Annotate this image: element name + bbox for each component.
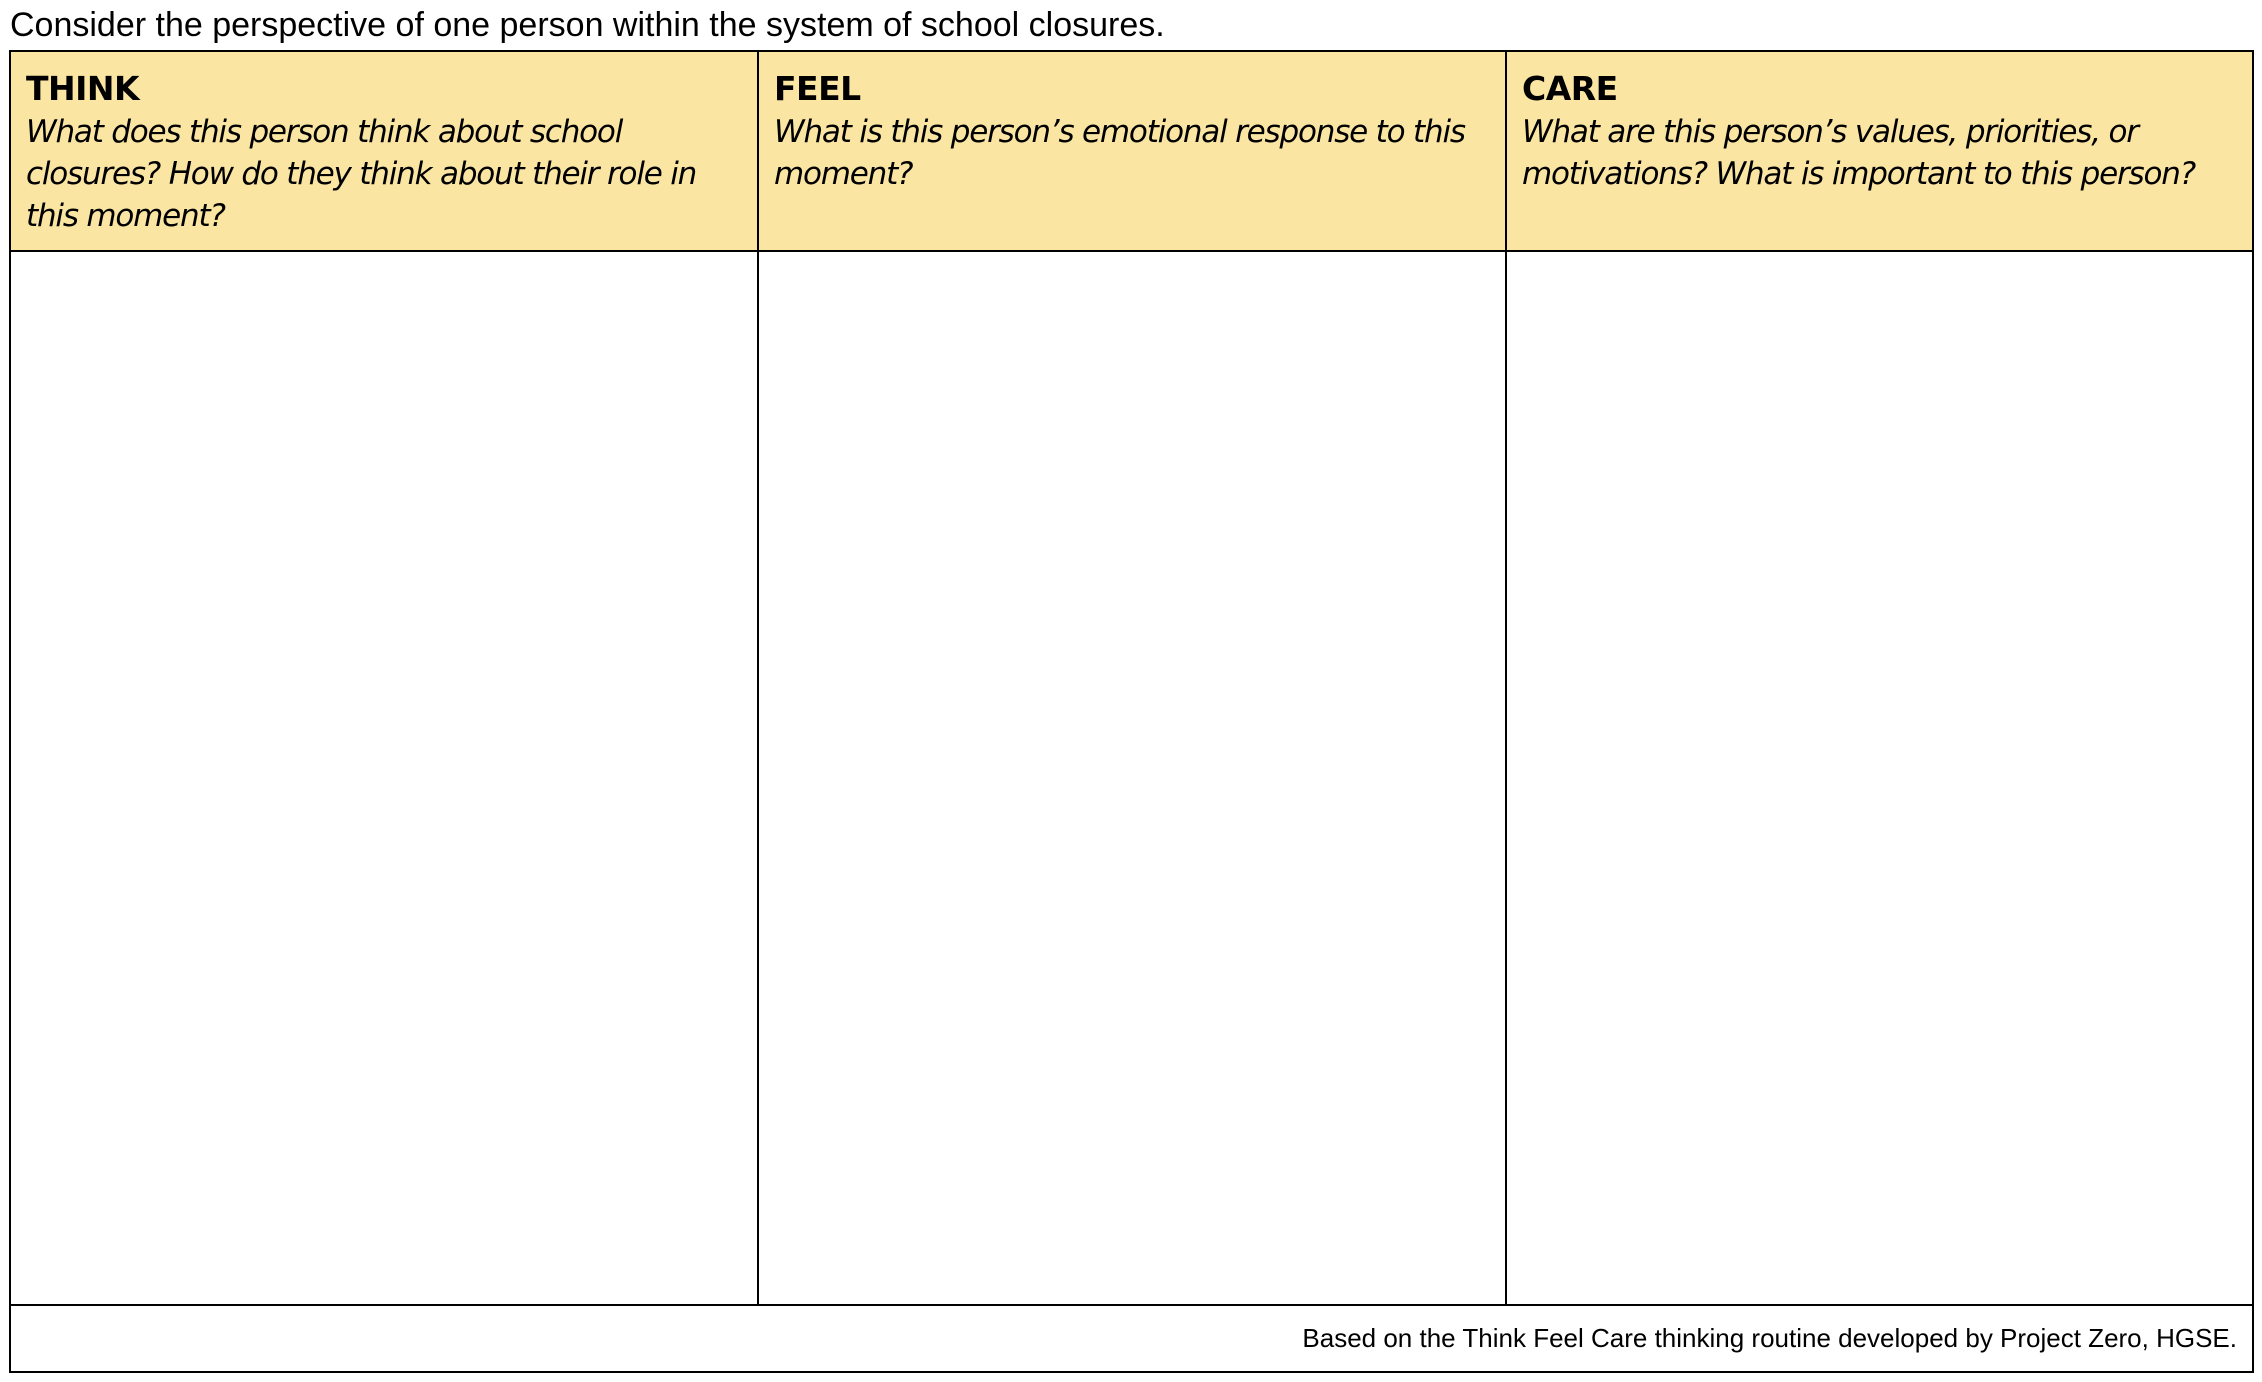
feel-column-header xyxy=(759,52,1507,250)
think-response-cell[interactable] xyxy=(11,252,759,1304)
response-row xyxy=(11,252,2252,1306)
header-row xyxy=(11,52,2252,252)
care-column-prompt: What are this person’s values, priorities, or motivations? What is important to this person? xyxy=(1522,114,2195,192)
worksheet-instruction: Consider the perspective of one person within the system of school closures. xyxy=(10,6,1165,44)
think-column-title: THINK xyxy=(26,69,140,108)
think-column-header xyxy=(11,52,759,250)
attribution-text: Based on the Think Feel Care thinking routine developed by Project Zero, HGSE. xyxy=(1302,1323,2237,1353)
footer-row xyxy=(11,1306,2252,1371)
care-column-header xyxy=(1507,52,2252,250)
care-response-cell[interactable] xyxy=(1507,252,2252,1304)
feel-response-cell[interactable] xyxy=(759,252,1507,1304)
feel-column-prompt: What is this person’s emotional response to this moment? xyxy=(774,114,1465,192)
care-column-title: CARE xyxy=(1522,69,1618,108)
feel-column-title: FEEL xyxy=(774,69,861,108)
column-divider xyxy=(757,52,759,1306)
think-column-prompt: What does this person think about school closures? How do they think about their role in this moment? xyxy=(26,114,697,234)
think-feel-care-table xyxy=(9,50,2254,1373)
column-divider xyxy=(1505,52,1507,1306)
